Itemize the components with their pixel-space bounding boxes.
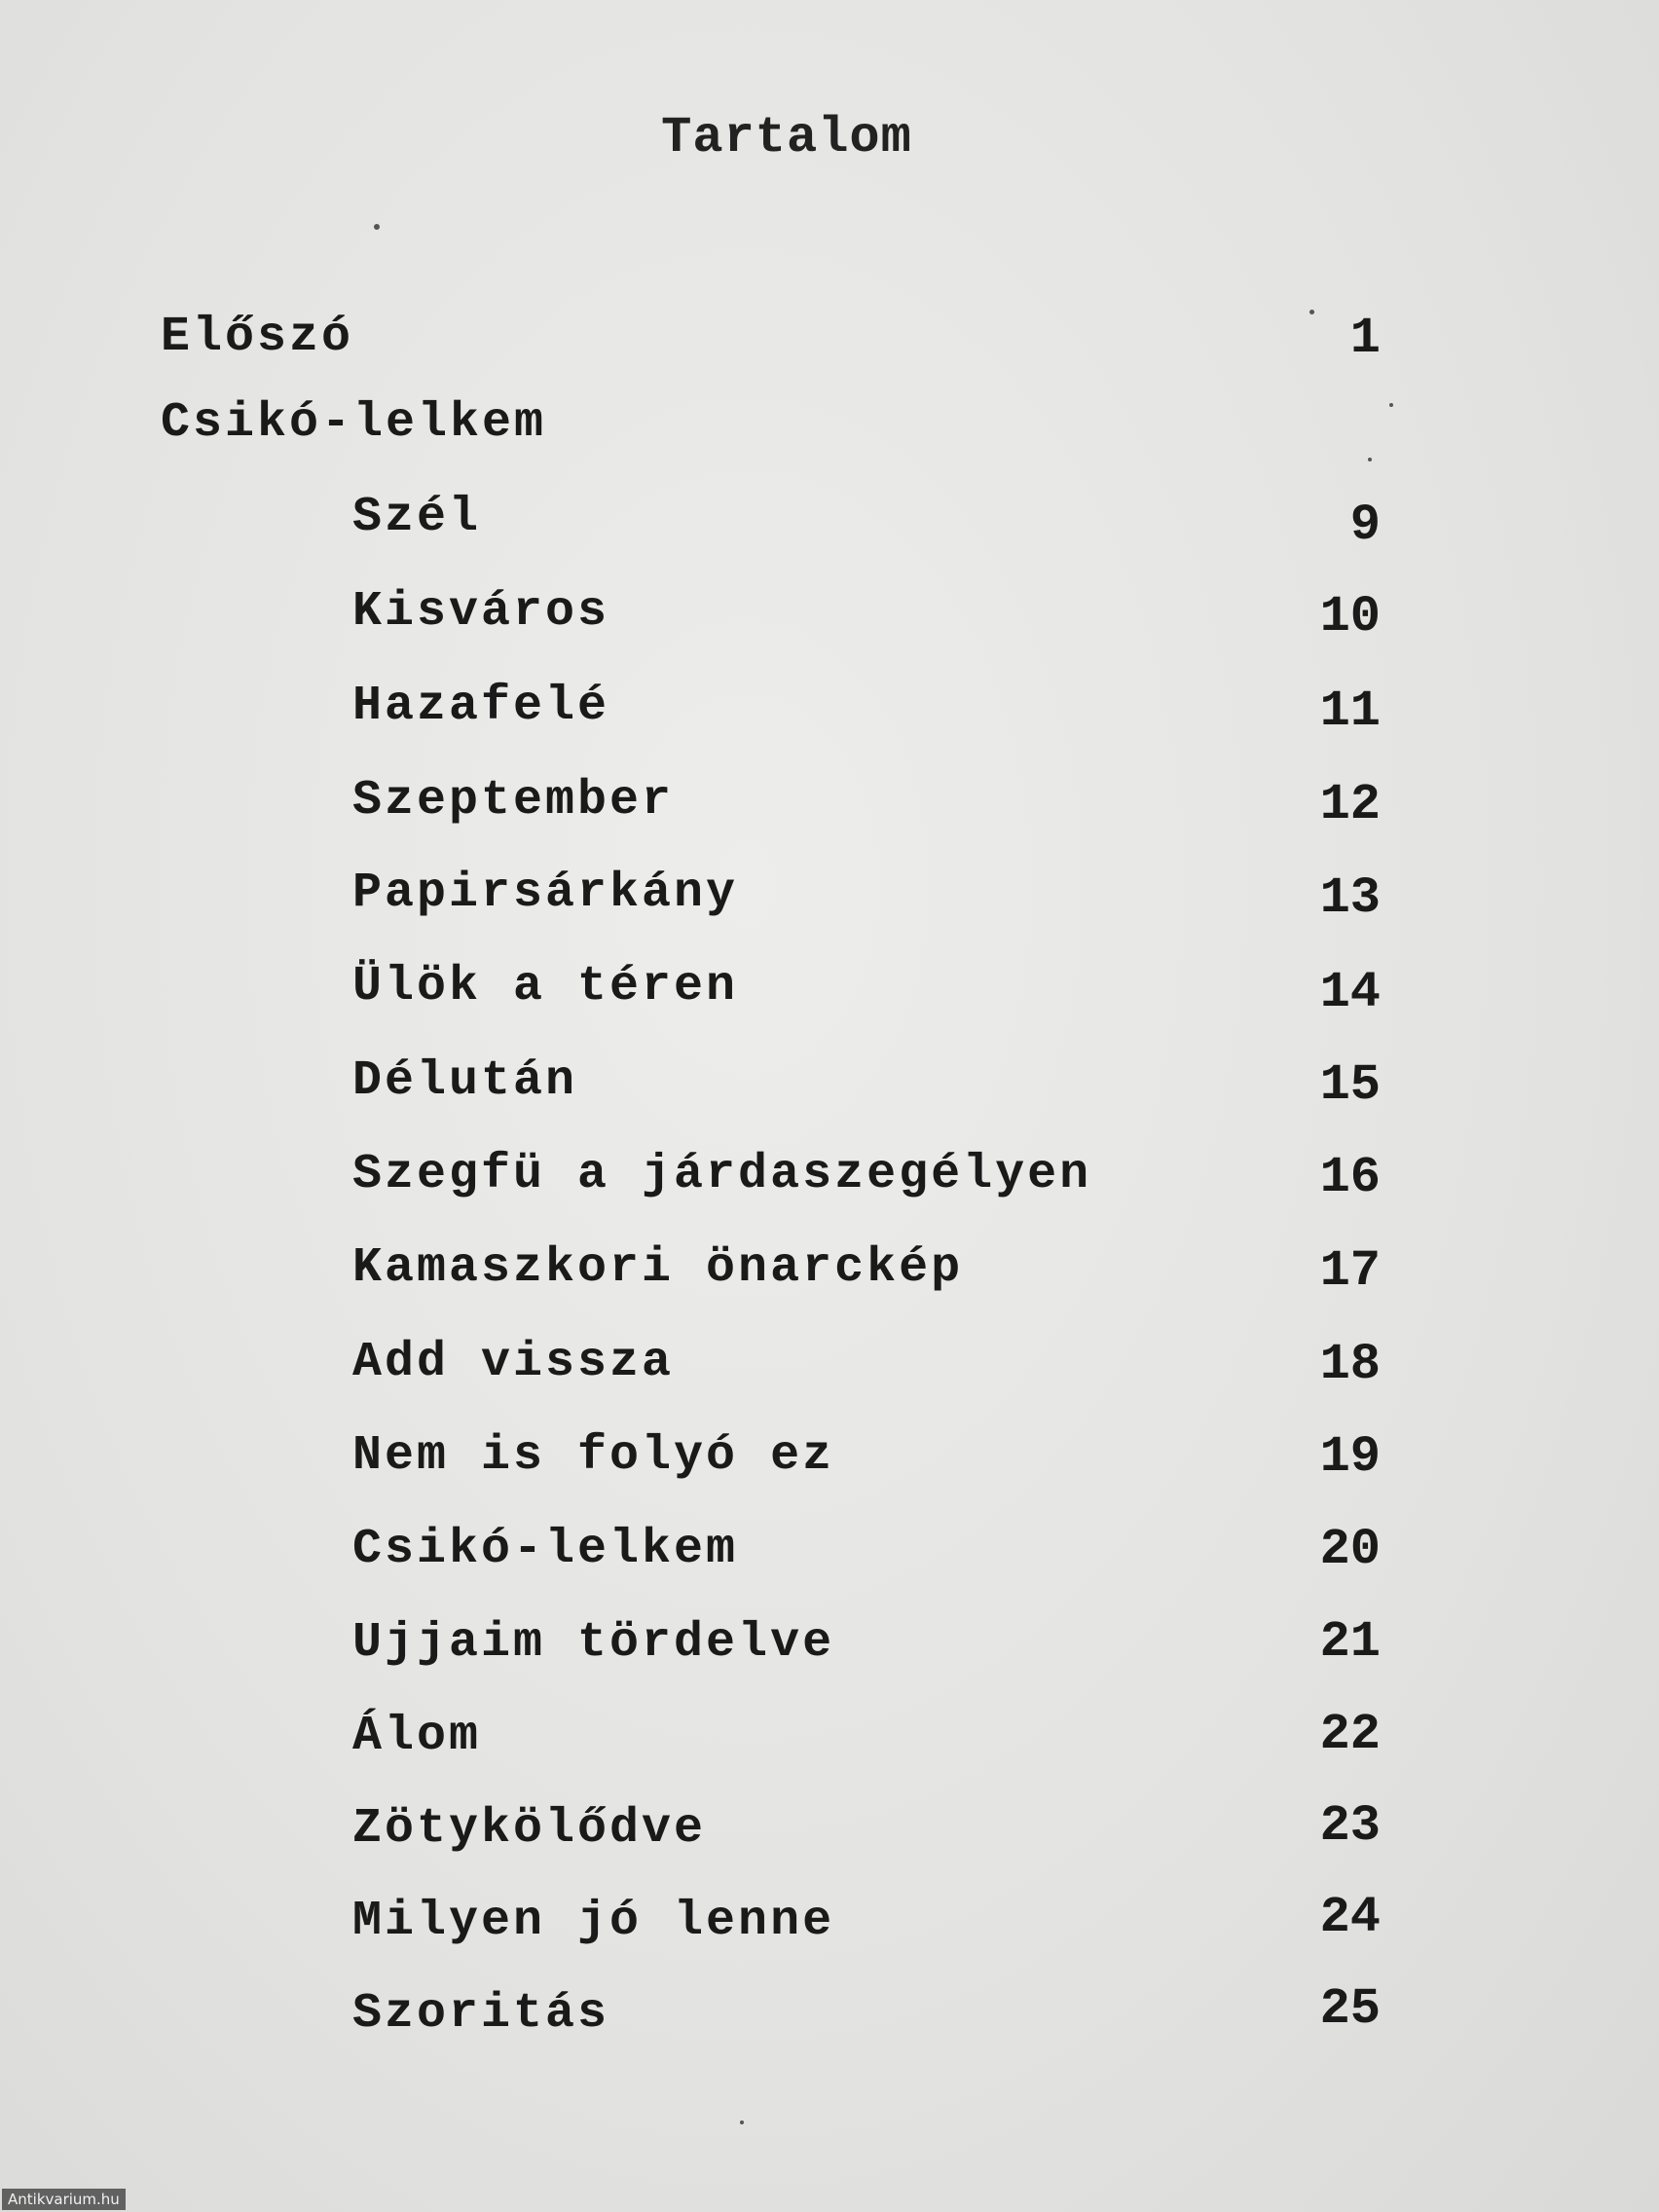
- toc-entry-label: Papirsárkány: [352, 866, 739, 921]
- toc-entry-page: 20: [1319, 1521, 1381, 1578]
- scan-speck: [1368, 458, 1372, 461]
- toc-entry-page: 9: [1349, 497, 1381, 554]
- scan-speck: [1309, 310, 1314, 314]
- toc-entry-label: Szél: [352, 490, 482, 545]
- toc-entry-label: Álom: [352, 1709, 482, 1764]
- toc-entry-label: Szeptember: [352, 773, 675, 829]
- toc-entry-page: 22: [1319, 1706, 1381, 1763]
- toc-entry-page: 24: [1319, 1889, 1381, 1946]
- toc-entry-page: 23: [1319, 1797, 1381, 1855]
- scan-speck: [1389, 403, 1393, 407]
- toc-entry-label: Kisváros: [352, 584, 610, 640]
- toc-entry-label: Ülök a téren: [352, 959, 739, 1014]
- toc-entry-label: Szegfü a járdaszegélyen: [352, 1147, 1092, 1202]
- toc-entry-label: Milyen jó lenne: [352, 1894, 835, 1949]
- toc-entry-label: Nem is folyó ez: [352, 1428, 835, 1484]
- toc-entry-page: 18: [1319, 1336, 1381, 1393]
- toc-entry-page: 17: [1319, 1242, 1381, 1300]
- toc-entry-label: Kamaszkori önarckép: [352, 1240, 964, 1296]
- toc-entry-label: Csikó-lelkem: [352, 1522, 739, 1577]
- toc-entry-label: Ujjaim tördelve: [352, 1615, 835, 1671]
- toc-entry-page: 11: [1319, 682, 1381, 740]
- toc-entry-page: 25: [1319, 1980, 1381, 2038]
- toc-entry-label: Hazafelé: [352, 679, 610, 734]
- toc-entry-label: Zötykölődve: [352, 1801, 707, 1857]
- toc-section-label: Csikó-lelkem: [161, 395, 547, 451]
- toc-entry-label: Szoritás: [352, 1986, 610, 2042]
- toc-entry-page: 10: [1319, 588, 1381, 645]
- toc-entry-page: 19: [1319, 1428, 1381, 1486]
- toc-entry-page: 13: [1319, 869, 1381, 927]
- page-title: Tartalom: [661, 109, 912, 166]
- toc-entry-page: 14: [1319, 964, 1381, 1021]
- toc-entry-label: Délután: [352, 1053, 578, 1109]
- toc-entry-label: Add vissza: [352, 1335, 675, 1390]
- scan-speck: [740, 2120, 744, 2124]
- toc-entry-page: 12: [1319, 776, 1381, 833]
- toc-entry-page: 21: [1319, 1613, 1381, 1671]
- toc-entry-page: 1: [1349, 310, 1381, 367]
- toc-entry-page: 15: [1319, 1056, 1381, 1114]
- watermark: Antikvarium.hu: [2, 2189, 126, 2210]
- toc-entry-page: 16: [1319, 1149, 1381, 1206]
- toc-entry-label: Előszó: [161, 310, 354, 365]
- scan-speck: [374, 224, 380, 230]
